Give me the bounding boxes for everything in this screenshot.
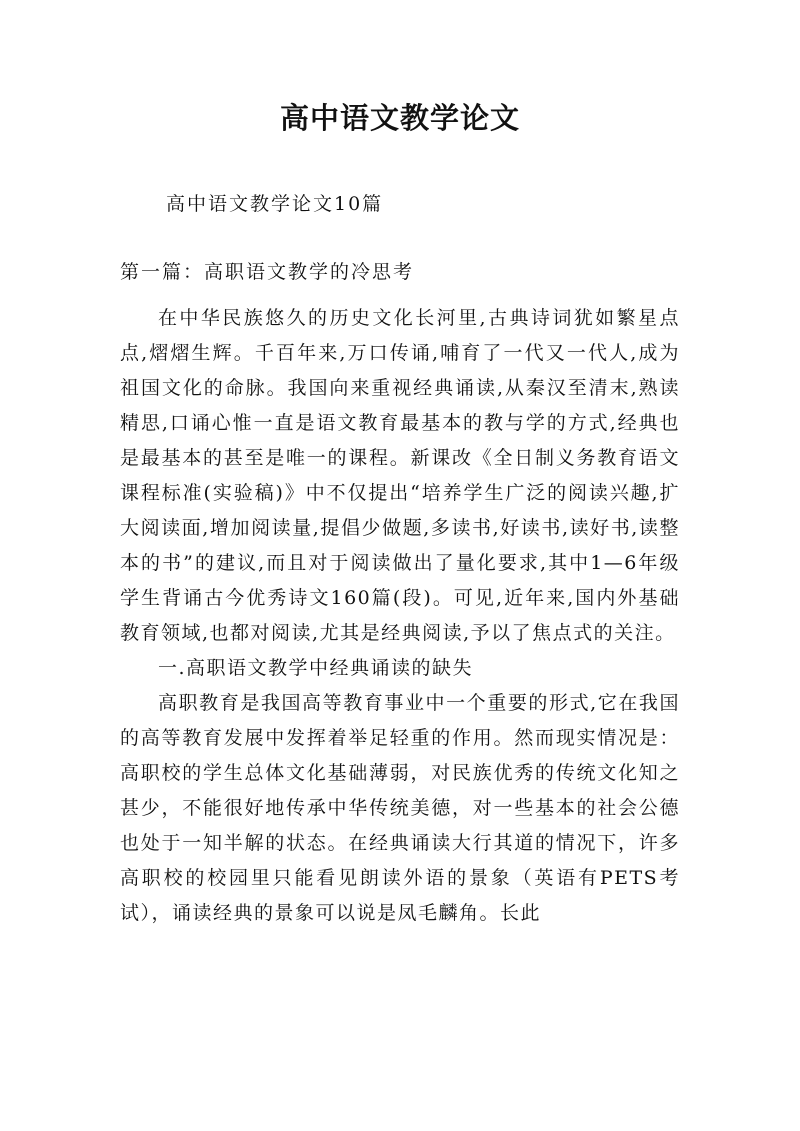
- document-body: [120, 301, 680, 931]
- document-subtitle: 高中语文教学论文10篇: [166, 193, 384, 215]
- paragraph-2: 高职教育是我国高等教育事业中一个重要的形式,它在我国的高等教育发展中发挥着举足轻重的作用。然而现实情况是：高职校的学生总体文化基础薄弱，对民族优秀的传统文化知之甚少，不能很好地传承中华传统美德，对一些基本的社会公德也处于一知半解的状态。在经典诵读大行其道的情况下，许多高职校的校园里只能看见朗读外语的景象（英语有PETS考试），诵读经典的景象可以说是凤毛麟角。长此: [120, 692, 680, 924]
- sub-heading-1: 一.高职语文教学中经典诵读的缺失: [158, 657, 474, 679]
- paragraph-1: 在中华民族悠久的历史文化长河里,古典诗词犹如繁星点点,熠熠生辉。千百年来,万口传诵,哺育了一代又一代人,成为祖国文化的命脉。我国向来重视经典诵读,从秦汉至清末,熟读精思,口诵心惟一直是语文教育最基本的教与学的方式,经典也是最基本的甚至是唯一的课程。新课改《全日制义务教育语文课程标准(实验稿)》中不仅提出“培养学生广泛的阅读兴趣,扩大阅读面,增加阅读量,提倡少做题,多读书,好读书,读好书,读整本的书”的建议,而且对于阅读做出了量化要求,其中1—6年级学生背诵古今优秀诗文160篇(段)。可见,近年来,国内外基础教育领域,也都对阅读,尤其是经典阅读,予以了焦点式的关注。: [120, 307, 680, 644]
- document-title: 高中语文教学论文: [279, 101, 520, 135]
- section-heading: 第一篇：高职语文教学的冷思考: [120, 261, 415, 283]
